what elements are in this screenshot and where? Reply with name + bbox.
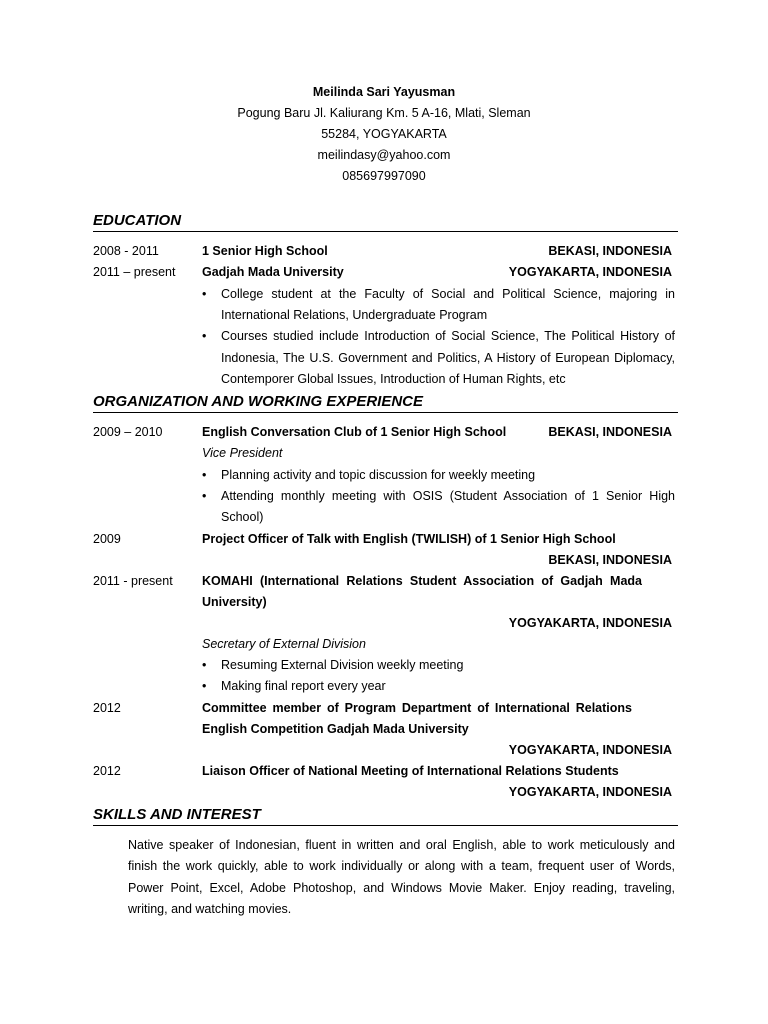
entry-location: YOGYAKARTA, INDONESIA	[508, 785, 672, 799]
list-item: • Planning activity and topic discussion for weekly meeting	[202, 465, 675, 486]
experience-entry	[93, 761, 675, 782]
list-item: • Courses studied include Introduction of Social Science, The Political History of Indonesia, The U.S. Government and Politics, A History of European Diplomacy, Contemporer Global Issues, Introduction of Human Rights, etc	[202, 326, 675, 390]
address-line-1: Pogung Baru Jl. Kaliurang Km. 5 A-16, Mlati, Sleman	[237, 106, 531, 120]
entry-organization: KOMAHI (International Relations Student Association of Gadjah Mada University)	[202, 574, 642, 609]
entry-location: BEKASI, INDONESIA	[548, 425, 672, 439]
education-heading: EDUCATION	[93, 211, 678, 232]
education-entry	[93, 241, 675, 262]
location-row	[93, 740, 675, 761]
entry-role: Secretary of External Division	[202, 637, 366, 651]
list-item: • Resuming External Division weekly meeting	[202, 655, 675, 676]
experience-entry	[93, 422, 675, 443]
entry-date: 2011 - present	[93, 574, 173, 588]
location-row	[93, 550, 675, 571]
location-row	[93, 782, 675, 803]
entry-date: 2009	[93, 532, 121, 546]
education-entry	[93, 262, 675, 283]
entry-date: 2009 – 2010	[93, 425, 163, 439]
education-details	[202, 284, 675, 390]
entry-location: BEKASI, INDONESIA	[548, 553, 672, 567]
skills-heading: SKILLS AND INTEREST	[93, 805, 678, 826]
entry-organization: Liaison Officer of National Meeting of International Relations Students	[202, 764, 619, 778]
entry-date: 2011 – present	[93, 265, 176, 279]
entry-school: Gadjah Mada University	[202, 265, 344, 279]
entry-date: 2012	[93, 701, 121, 715]
entry-organization: English Conversation Club of 1 Senior High School	[202, 425, 507, 439]
skills-paragraph: Native speaker of Indonesian, fluent in written and oral English, able to work meticulously and finish the work quickly, able to work individually or along with a team, frequent user of Words, Power Point, Excel, Adobe Photoshop, and Windows Movie Maker. Enjoy reading, traveling, writing, and watching movies.	[128, 838, 675, 916]
list-item: • Making final report every year	[202, 676, 675, 697]
experience-entry	[93, 529, 675, 550]
address-line-2: 55284, YOGYAKARTA	[321, 127, 447, 141]
experience-details	[202, 465, 675, 529]
entry-date: 2008 - 2011	[93, 244, 159, 258]
entry-role: Vice President	[202, 446, 283, 460]
list-item: • College student at the Faculty of Social and Political Science, majoring in International Relations, Undergraduate Program	[202, 284, 675, 326]
entry-location: YOGYAKARTA, INDONESIA	[508, 616, 672, 630]
entry-location: BEKASI, INDONESIA	[548, 244, 672, 258]
candidate-name: Meilinda Sari Yayusman	[312, 85, 456, 99]
experience-heading: ORGANIZATION AND WORKING EXPERIENCE	[93, 392, 678, 413]
phone-number: 085697997090	[342, 169, 426, 183]
experience-details	[202, 655, 675, 697]
email-address: meilindasy@yahoo.com	[317, 148, 451, 162]
role-row	[93, 634, 675, 655]
entry-organization: Project Officer of Talk with English (TWILISH) of 1 Senior High School	[202, 532, 616, 546]
location-row	[93, 613, 675, 634]
list-item: • Attending monthly meeting with OSIS (Student Association of 1 Senior High School)	[202, 486, 675, 528]
role-row	[93, 443, 675, 464]
entry-organization: Committee member of Program Department of International Relations English Competition Gadjah Mada University	[202, 701, 632, 736]
entry-date: 2012	[93, 764, 121, 778]
entry-location: YOGYAKARTA, INDONESIA	[508, 743, 672, 757]
entry-school: 1 Senior High School	[202, 244, 328, 258]
entry-location: YOGYAKARTA, INDONESIA	[508, 265, 672, 279]
contact-header	[0, 82, 768, 187]
